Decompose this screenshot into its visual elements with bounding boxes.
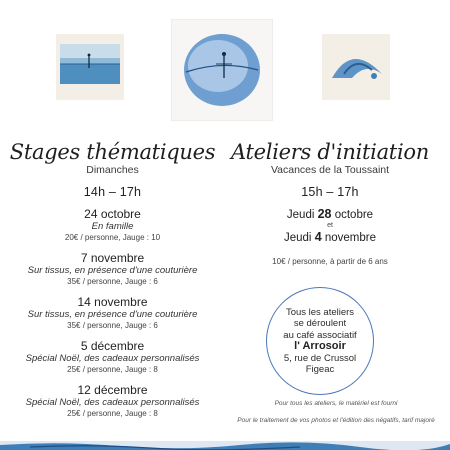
pricing-note: Pour le traitement de vos photos et l'édition des négatifs, tarif majoré	[237, 417, 435, 424]
atelier-date-1-number: 28	[317, 207, 332, 221]
venue-circle	[266, 287, 374, 395]
stages-subtitle: Dimanches	[86, 164, 139, 176]
event-price: 25€ / personne, Jauge : 8	[67, 409, 158, 418]
event-date: 7 novembre	[80, 251, 145, 265]
atelier-date-1-day: Jeudi	[286, 209, 315, 221]
venue-line-3: au café associatif	[283, 329, 357, 341]
atelier-date-2-day: Jeudi	[284, 232, 312, 244]
event-date: 12 décembre	[77, 383, 148, 397]
event-item	[0, 383, 225, 419]
event-date: 14 novembre	[77, 295, 148, 309]
atelier-date-2-month: novembre	[324, 232, 376, 244]
event-price: 25€ / personne, Jauge : 8	[67, 365, 158, 374]
event-price: 35€ / personne, Jauge : 6	[67, 321, 158, 330]
footer-cyanotype-band	[0, 441, 450, 450]
event-price: 35€ / personne, Jauge : 6	[67, 277, 158, 286]
venue-line-1: Tous les ateliers	[285, 306, 355, 318]
ateliers-title: Ateliers d'initiation	[231, 140, 429, 164]
stages-hours: 14h – 17h	[83, 185, 142, 199]
atelier-price: 10€ / personne, à partir de 6 ans	[272, 257, 388, 266]
cyanotype-artwork-left	[56, 34, 124, 100]
ateliers-column	[230, 140, 430, 266]
venue-city: Figeac	[305, 364, 335, 375]
venue-address: 5, rue de Crussol	[283, 352, 357, 364]
event-date: 5 décembre	[80, 339, 145, 353]
atelier-date-1-month: octobre	[334, 209, 374, 221]
venue-name: l' Arrosoir	[294, 340, 346, 352]
event-item	[0, 207, 225, 243]
atelier-date-2-number: 4	[314, 230, 322, 244]
cyanotype-artwork-center	[172, 20, 272, 120]
venue-line-2: se déroulent	[293, 318, 347, 329]
atelier-et: et	[327, 222, 333, 229]
event-description: Sur tissus, en présence d'une couturière	[27, 309, 198, 320]
event-item	[0, 251, 225, 287]
stages-column	[0, 140, 225, 419]
event-item	[0, 339, 225, 375]
cyanotype-artwork-right	[322, 34, 390, 100]
atelier-date-1	[230, 207, 430, 222]
ateliers-hours: 15h – 17h	[301, 185, 359, 199]
event-description: Spécial Noël, des cadeaux personnalisés	[25, 353, 200, 364]
event-item	[0, 295, 225, 331]
event-description: Sur tissus, en présence d'une couturière	[27, 265, 198, 276]
event-description: En famille	[91, 221, 134, 232]
stages-title: Stages thématiques	[9, 140, 216, 164]
atelier-date-2	[230, 230, 430, 245]
event-price: 20€ / personne, Jauge : 10	[64, 233, 161, 242]
materials-note: Pour tous les ateliers, le matériel est fourni	[274, 400, 398, 407]
event-date: 24 octobre	[84, 207, 141, 221]
ateliers-subtitle: Vacances de la Toussaint	[270, 164, 390, 176]
event-description: Spécial Noël, des cadeaux personnalisés	[25, 397, 200, 408]
